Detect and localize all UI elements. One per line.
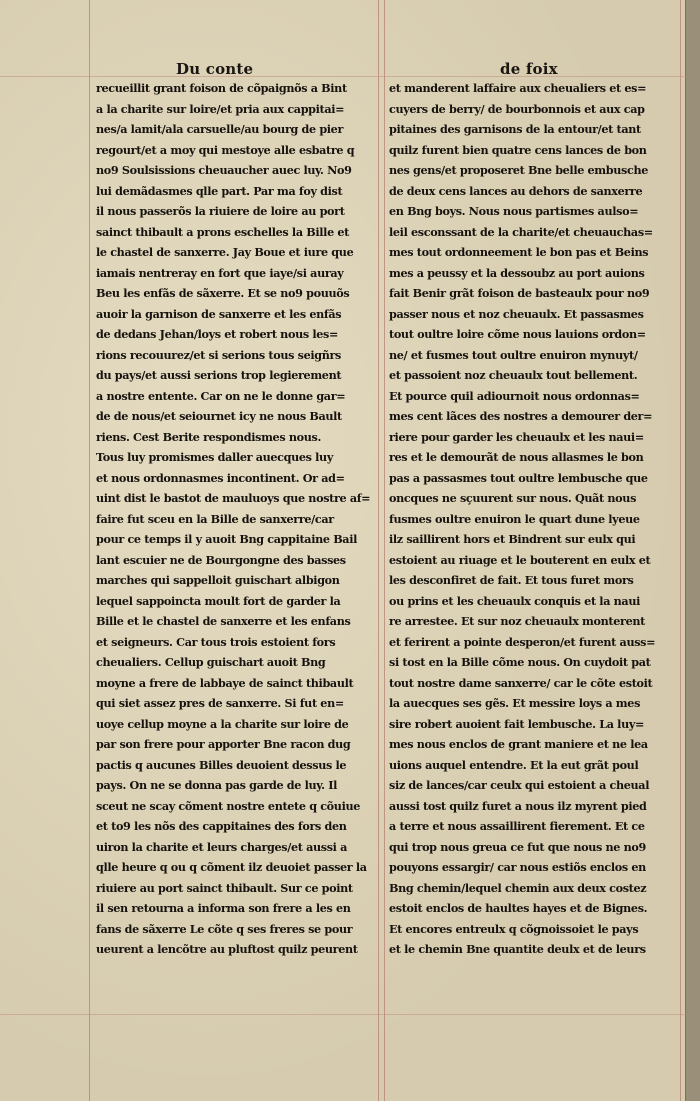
- text-line: pas a passasmes tout oultre lembusche que: [389, 470, 648, 485]
- text-line: aussi tost quilz furet a nous ilz myrent pied: [389, 798, 647, 813]
- text-line: le chastel de sanxerre. Jay Boue et iure que: [96, 245, 354, 259]
- text-line: du pays/et aussi serions trop legierement: [96, 368, 342, 382]
- text-line: de deux cens lances au dehors de sanxerre: [389, 183, 643, 198]
- text-line: Tous luy promismes daller auecques luy: [96, 450, 333, 464]
- text-line: mes a peussy et la dessoubz au port auions: [389, 265, 645, 280]
- text-column-right: [389, 78, 673, 960]
- text-line: il sen retourna a informa son frere a les en: [96, 901, 351, 915]
- text-line: pactis q aucunes Billes deuoient dessus le: [96, 757, 347, 772]
- text-line: riens. Cest Berite respondismes nous.: [96, 429, 321, 444]
- text-line: regourt/et a moy qui mestoye alle esbatre q: [96, 142, 355, 157]
- running-head-left: Du conte: [176, 60, 254, 78]
- text-line: mes tout ordonneement le bon pas et Beins: [389, 245, 649, 259]
- text-line: de dedans Jehan/loys et robert nous les=: [96, 327, 338, 341]
- text-line: tout nostre dame sanxerre/ car le cõte estoit: [389, 675, 653, 690]
- text-line: et passoient noz cheuaulx tout bellement.: [389, 368, 638, 382]
- margin-rule-left: [89, 0, 90, 1101]
- text-line: lequel sappoincta moult fort de garder la: [96, 593, 341, 608]
- text-line: ilz saillirent hors et Bindrent sur eulx qui: [389, 532, 636, 546]
- text-line: re arrestee. Et sur noz cheuaulx monterent: [389, 614, 645, 628]
- text-line: estoit enclos de haultes hayes et de Bignes.: [389, 901, 648, 915]
- text-line: et manderent laffaire aux cheualiers et es=: [389, 81, 647, 95]
- text-line: uoye cellup moyne a la charite sur loire de: [96, 716, 349, 731]
- text-line: si tost en la Bille cõme nous. On cuydoit pat: [389, 655, 651, 669]
- running-head-right: de foix: [500, 60, 558, 78]
- text-line: pouyons essargir/ car nous estiõs enclos en: [389, 860, 646, 874]
- text-line: et to9 les nõs des cappitaines des fors den: [96, 819, 347, 833]
- text-line: nes/a lamit/ala carsuelle/au bourg de pier: [96, 122, 343, 136]
- text-line: moyne a frere de labbaye de sainct thibault: [96, 675, 354, 690]
- text-line: a la charite sur loire/et pria aux cappitai=: [96, 101, 345, 116]
- text-line: lui demãdasmes qlle part. Par ma foy dist: [96, 183, 343, 198]
- text-line: rions recouurez/et si serions tous seigñrs: [96, 347, 341, 362]
- text-line: mes cent lãces des nostres a demourer der=: [389, 409, 653, 423]
- text-line: ou prins et les cheuaulx conquis et la naui: [389, 593, 641, 608]
- text-line: no9 Soulsissions cheuaucher auec luy. No9: [96, 163, 352, 177]
- text-line: et le chemin Bne quantite deulx et de leurs: [389, 942, 646, 956]
- text-line: sceut ne scay cõment nostre entete q cõuiue: [96, 798, 361, 813]
- text-line: faire fut sceu en la Bille de sanxerre/car: [96, 511, 334, 526]
- text-line: et ferirent a pointe desperon/et furent auss=: [389, 634, 656, 649]
- text-line: leil esconssant de la charite/et cheuauchas=: [389, 224, 653, 239]
- text-line: pour ce temps il y auoit Bng cappitaine Bail: [96, 532, 357, 546]
- text-line: tout oultre loire cõme nous lauions ordon=: [389, 327, 646, 341]
- text-line: riuiere au port sainct thibault. Sur ce point: [96, 880, 353, 895]
- text-line: par son frere pour apporter Bne racon dug: [96, 737, 351, 751]
- text-line: fait Benir grãt foison de basteaulx pour no9: [389, 286, 650, 300]
- text-line: les desconfiret de fait. Et tous furet mors: [389, 573, 634, 587]
- text-line: uint dist le bastot de mauluoys que nostre af=: [96, 491, 371, 505]
- text-line: Bille et le chastel de sanxerre et les enfans: [96, 614, 351, 628]
- text-line: sire robert auoient fait lembusche. La luy=: [389, 716, 645, 731]
- page-edge: [685, 0, 700, 1101]
- gutter-rule-left: [378, 0, 379, 1101]
- text-line: mes nous enclos de grant maniere et ne lea: [389, 737, 648, 751]
- text-line: ne/ et fusmes tout oultre enuiron mynuyt/: [389, 347, 638, 362]
- text-line: recueillit grant foison de cõpaignõs a Bint: [96, 81, 347, 95]
- text-line: quilz furent bien quatre cens lances de bon: [389, 142, 647, 157]
- text-line: siz de lances/car ceulx qui estoient a cheual: [389, 778, 650, 792]
- text-line: uiron la charite et leurs charges/et aussi a: [96, 839, 348, 854]
- text-line: res et le demourãt de nous allasmes le bon: [389, 450, 644, 464]
- text-line: Et encores entreulx q cõgnoissoiet le pays: [389, 921, 639, 936]
- text-line: la auecques ses gẽs. Et messire loys a mes: [389, 696, 641, 710]
- text-line: iamais nentreray en fort que iaye/si auray: [96, 265, 344, 280]
- text-column-left: [96, 78, 372, 960]
- text-line: riere pour garder les cheuaulx et les naui=: [389, 429, 644, 444]
- text-line: pitaines des garnisons de la entour/et tant: [389, 122, 641, 136]
- bottom-rule: [0, 1014, 686, 1015]
- text-line: fusmes oultre enuiron le quart dune lyeue: [389, 511, 640, 526]
- text-line: nes gens/et proposeret Bne belle embusche: [389, 163, 649, 177]
- text-line: oncques ne sçuurent sur nous. Quãt nous: [389, 491, 637, 505]
- margin-rule-right: [680, 0, 681, 1101]
- text-line: et nous ordonnasmes incontinent. Or ad=: [96, 470, 345, 485]
- text-line: Et pource quil adiournoit nous ordonnas=: [389, 388, 640, 403]
- text-line: qlle heure q ou q cõment ilz deuoiet passer la: [96, 860, 367, 874]
- text-line: de de nous/et seiournet icy ne nous Bault: [96, 409, 342, 423]
- text-line: passer nous et noz cheuaulx. Et passasmes: [389, 306, 644, 321]
- text-line: a terre et nous assaillirent fierement. Et ce: [389, 819, 645, 833]
- text-line: il nous passerõs la riuiere de loire au port: [96, 204, 345, 218]
- text-line: pays. On ne se donna pas garde de luy. Il: [96, 778, 338, 792]
- text-line: Bng chemin/lequel chemin aux deux costez: [389, 880, 647, 895]
- top-rule: [0, 76, 686, 77]
- text-line: fans de sãxerre Le cõte q ses freres se pour: [96, 921, 353, 936]
- text-line: qui siet assez pres de sanxerre. Si fut en=: [96, 696, 344, 710]
- text-line: estoient au riuage et le bouterent en eulx et: [389, 552, 651, 567]
- gutter-rule-right: [384, 0, 385, 1101]
- text-line: a nostre entente. Car on ne le donne gar=: [96, 388, 346, 403]
- text-line: auoir la garnison de sanxerre et les enfãs: [96, 306, 342, 321]
- text-line: cheualiers. Cellup guischart auoit Bng: [96, 655, 326, 669]
- text-line: marches qui sappelloit guischart albigon: [96, 573, 340, 587]
- text-line: lant escuier ne de Bourgongne des basses: [96, 552, 346, 567]
- text-line: et seigneurs. Car tous trois estoient fors: [96, 634, 336, 649]
- text-line: uions auquel entendre. Et la eut grãt poul: [389, 757, 639, 772]
- text-line: ueurent a lencõtre au pluftost quilz peurent: [96, 942, 358, 956]
- text-line: cuyers de berry/ de bourbonnois et aux cap: [389, 101, 645, 116]
- text-line: en Bng boys. Nous nous partismes aulso=: [389, 204, 639, 218]
- text-line: sainct thibault a prons eschelles la Bille et: [96, 224, 349, 239]
- text-line: qui trop nous greua ce fut que nous ne no9: [389, 839, 646, 854]
- text-line: Beu les enfãs de sãxerre. Et se no9 pouuõs: [96, 286, 350, 300]
